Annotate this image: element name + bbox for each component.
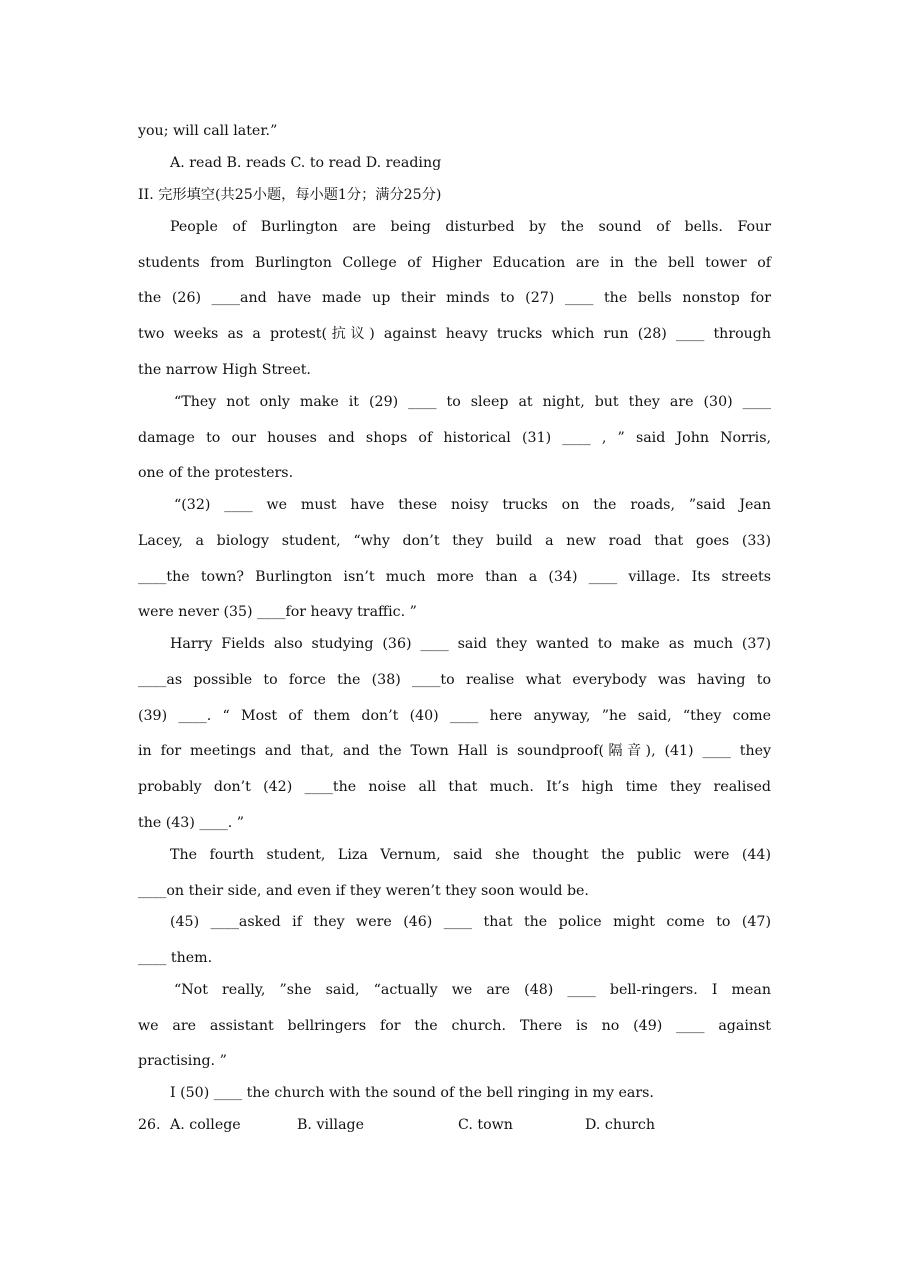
question-number: 26. <box>138 1117 161 1133</box>
paragraph-line: the (43) ____. ” <box>138 815 245 831</box>
paragraph-line: Lacey, a biology student, “why don’t they build a new road that goes (33) <box>138 533 771 549</box>
paragraph-line: “(32) ____ we must have these noisy trucks on the roads, ”said Jean <box>174 497 771 513</box>
paragraph-line: (45) ____asked if they were (46) ____ that the police might come to (47) <box>170 914 771 930</box>
paragraph-line: probably don’t (42) ____the noise all that much. It’s high time they realised <box>138 779 771 795</box>
paragraph-line: The fourth student, Liza Vernum, said she thought the public were (44) <box>170 847 771 863</box>
paragraph-line: ____ them. <box>138 950 213 966</box>
paragraph-line: “They not only make it (29) ____ to sleep at night, but they are (30) ____ <box>174 394 771 410</box>
paragraph-line: were never (35) ____for heavy traffic. ” <box>138 604 417 620</box>
option-d: D. church <box>585 1117 655 1133</box>
question-26 <box>138 1115 771 1135</box>
paragraph-line: People of Burlington are being disturbed by the sound of bells. Four <box>170 219 771 235</box>
option-c: C. town <box>458 1117 513 1133</box>
section-heading: II. 完形填空(共25小题，每小题1分；满分25分) <box>138 187 442 203</box>
paragraph-line: Harry Fields also studying (36) ____ said they wanted to make as much (37) <box>170 636 771 652</box>
paragraph-line: ____on their side, and even if they weren’t they soon would be. <box>138 883 589 899</box>
paragraph-line: I (50) ____ the church with the sound of the bell ringing in my ears. <box>170 1085 654 1101</box>
text-line: you; will call later.” <box>138 123 278 139</box>
paragraph-line: damage to our houses and shops of historical (31) ____ , ” said John Norris, <box>138 430 771 446</box>
options-line: A. read B. reads C. to read D. reading <box>170 155 442 171</box>
paragraph-line: ____the town? Burlington isn’t much more than a (34) ____ village. Its streets <box>138 569 771 585</box>
paragraph-line: two weeks as a protest(抗议) against heavy trucks which run (28) ____ through <box>138 326 771 342</box>
paragraph-line: practising. ” <box>138 1053 227 1069</box>
paragraph-line: one of the protesters. <box>138 465 294 481</box>
option-b: B. village <box>297 1117 365 1133</box>
option-a: A. college <box>170 1117 241 1133</box>
paragraph-line: “Not really, ”she said, “actually we are (48) ____ bell-ringers. I mean <box>174 982 771 998</box>
paragraph-line: the narrow High Street. <box>138 362 311 378</box>
paragraph-line: students from Burlington College of Higher Education are in the bell tower of <box>138 255 771 271</box>
paragraph-line: the (26) ____and have made up their minds to (27) ____ the bells nonstop for <box>138 290 771 306</box>
paragraph-line: ____as possible to force the (38) ____to realise what everybody was having to <box>138 672 771 688</box>
paragraph-line: in for meetings and that, and the Town Hall is soundproof(隔音), (41) ____ they <box>138 743 771 759</box>
paragraph-line: we are assistant bellringers for the church. There is no (49) ____ against <box>138 1018 771 1034</box>
paragraph-line: (39) ____. “ Most of them don’t (40) ____ here anyway, ”he said, “they come <box>138 708 771 724</box>
